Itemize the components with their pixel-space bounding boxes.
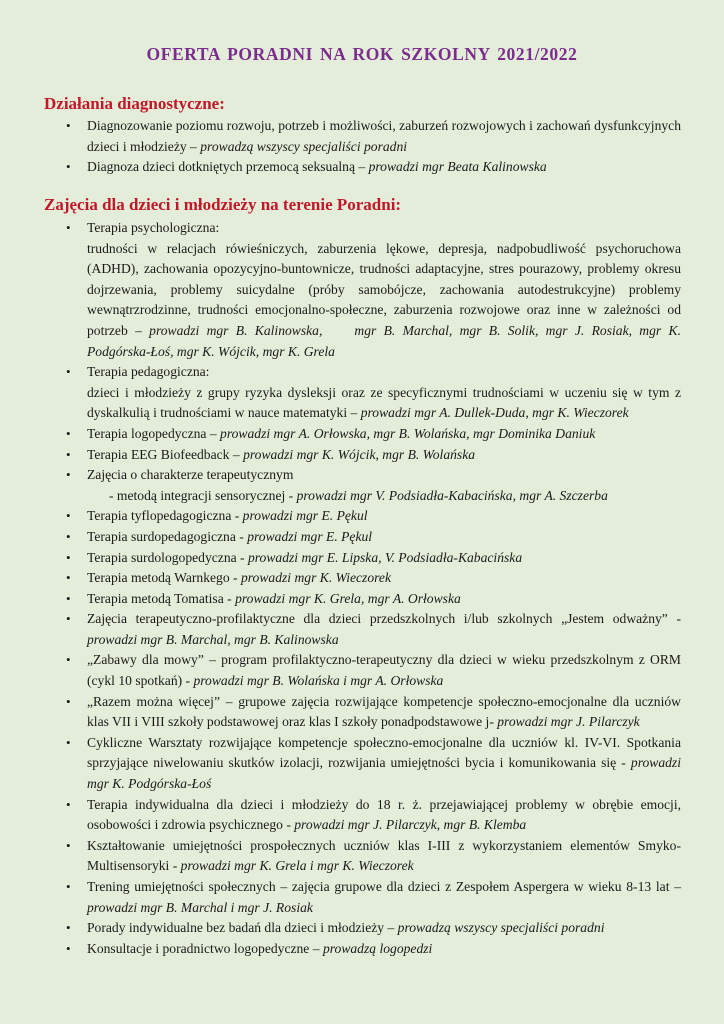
item-provider: - prowadzi mgr E. Pękul bbox=[235, 528, 373, 544]
list-item bbox=[66, 568, 681, 589]
item-text: Terapia metodą Warnkego bbox=[87, 570, 230, 586]
list-item bbox=[66, 157, 681, 178]
item-provider: - prowadzi mgr J. Pilarczyk, mgr B. Klemba bbox=[282, 817, 527, 833]
item-text: - metodą integracji sensorycznej bbox=[109, 487, 286, 503]
item-provider: prowadzi mgr K. Grela i mgr K. Wieczorek bbox=[180, 858, 414, 874]
item-label: • Terapia pedagogiczna: bbox=[87, 364, 210, 380]
item-provider: – prowadzi mgr A. Orłowska, mgr B. Wolańska, mgr Dominika Daniuk bbox=[206, 425, 596, 441]
item-provider: – prowadzą wszyscy specjaliści poradni bbox=[186, 138, 408, 154]
list-item bbox=[66, 506, 681, 527]
item-provider: prowadzi mgr B. Wolańska i mgr A. Orłowska bbox=[193, 673, 444, 689]
item-provider: - prowadzi mgr E. Lipska, V. Podsiadła-Kabacińska bbox=[236, 549, 523, 565]
list-item bbox=[66, 733, 681, 795]
list-item bbox=[66, 465, 681, 506]
list-item bbox=[66, 445, 681, 466]
list-item bbox=[66, 527, 681, 548]
item-text: Kształtowanie umiejętności prospołecznych uczniów klas I-III z wykorzystaniem elementów Smyko-Multisensoryki - bbox=[87, 837, 681, 874]
item-provider: prowadzi mgr K. Podgórska-Łoś bbox=[87, 755, 681, 792]
list-item bbox=[66, 362, 681, 424]
item-text: Zajęcia terapeutyczno-profilaktyczne dla dzieci przedszkolnych i/lub szkolnych „Jestem odważny” - bbox=[87, 611, 681, 627]
diagnostics-list bbox=[66, 116, 681, 178]
item-provider: - prowadzi mgr E. Pękul bbox=[231, 508, 368, 524]
list-item bbox=[66, 939, 681, 960]
item-provider: – prowadzi mgr A. Dullek-Duda, mgr K. Wieczorek bbox=[347, 405, 629, 421]
list-item bbox=[66, 548, 681, 569]
list-item bbox=[66, 692, 681, 733]
item-provider: – prowadzi mgr K. Wójcik, mgr B. Wolańska bbox=[229, 446, 476, 462]
item-label: • Terapia psychologiczna: bbox=[87, 220, 220, 235]
item-provider: – prowadzi mgr Beata Kalinowska bbox=[355, 159, 547, 175]
item-text: „Zabawy dla mowy” – program profilaktyczno-terapeutyczny dla dzieci w wieku przedszkolnym z ORM (cykl 10 spotkań) - bbox=[87, 652, 681, 689]
list-item bbox=[66, 609, 681, 650]
list-item bbox=[66, 650, 681, 691]
item-text: Terapia surdopedagogiczna bbox=[87, 528, 236, 544]
item-text: „Razem można więcej” – grupowe zajęcia rozwijające kompetencje społeczno-emocjonalne dla uczniów klas VII i VIII szkoły podstawowej oraz klas I szkoły ponadpodstawowe j- bbox=[87, 693, 681, 730]
item-text: Terapia metodą Tomatisa bbox=[87, 590, 224, 606]
item-text: Diagnoza dzieci dotkniętych przemocą seksualną bbox=[87, 159, 355, 175]
item-provider: - prowadzi mgr V. Podsiadła-Kabacińska, mgr A. Szczerba bbox=[285, 487, 608, 503]
item-provider: – prowadzą wszyscy specjaliści poradni bbox=[384, 920, 605, 936]
item-provider: - prowadzi mgr K. Wieczorek bbox=[229, 570, 391, 586]
list-item bbox=[66, 218, 681, 362]
list-item bbox=[66, 116, 681, 157]
list-item bbox=[66, 795, 681, 836]
list-item bbox=[66, 424, 681, 445]
item-provider-more: mgr B. Marchal, mgr B. Solik, mgr J. Rosiak, mgr K. Podgórska-Łoś, mgr K. Wójcik, mgr K. Grela bbox=[87, 322, 681, 359]
item-provider: – prowadzi mgr B. Marchal i mgr J. Rosiak bbox=[87, 879, 681, 915]
item-provider: – prowadzą logopedzi bbox=[309, 940, 433, 956]
section-heading-diagnostics: Działania diagnostyczne: bbox=[44, 94, 225, 113]
item-text: Trening umiejętności społecznych – zajęcia grupowe dla dzieci z Zespołem Aspergera w wieku 8-13 lat bbox=[87, 879, 670, 894]
item-text: Cykliczne Warsztaty rozwijające kompetencje społeczno-emocjonalne dla uczniów kl. IV-VI. Spotkania sprzyjające niwelowaniu skutków izolacji, rozwijania umiejętności bycia i komunikowania się - bbox=[87, 734, 681, 771]
item-text: Terapia surdologopedyczna bbox=[87, 549, 237, 565]
item-text: Terapia tyflopedagogiczna bbox=[87, 508, 232, 524]
item-label: • Zajęcia o charakterze terapeutycznym bbox=[87, 467, 294, 483]
item-text: trudności w relacjach rówieśniczych, zaburzenia lękowe, depresja, nadpobudliwość psychoruchowa (ADHD), zachowania opozycyjno-buntownicze, trudności adaptacyjne, stres pourazowy, problemy okresu dojrzewania, problemy suicydalne (próby samobójcze, zachowania autodestrukcyjne) problemy wewnątrzrodzinne, trudności emocjonalno-społeczne, zaburzenia rozwojowe oraz inne w zależności od potrzeb bbox=[87, 240, 681, 338]
item-provider: prowadzi mgr J. Pilarczyk bbox=[497, 714, 640, 730]
classes-list bbox=[66, 218, 681, 959]
item-text: Terapia EEG Biofeedback bbox=[87, 446, 230, 462]
page-title: OFERTA PORADNI NA ROK SZKOLNY 2021/2022 bbox=[146, 44, 578, 64]
list-item bbox=[66, 877, 681, 918]
item-text: Terapia indywidualna dla dzieci i młodzieży do 18 r. ż. przejawiającej problemy w obrębie emocji, osobowości i zdrowia psychicznego bbox=[87, 796, 681, 833]
list-item bbox=[66, 589, 681, 610]
item-provider: – prowadzi mgr B. Kalinowska, bbox=[127, 322, 323, 338]
item-provider: prowadzi mgr B. Marchal, mgr B. Kalinowska bbox=[87, 631, 339, 647]
list-item bbox=[66, 836, 681, 877]
item-text: dzieci i młodzieży z grupy ryzyka dysleksji oraz ze specyficznymi trudnościami w uczeniu się w tym z dyskalkulią i trudnościami w nauce matematyki bbox=[87, 384, 681, 421]
item-provider: - prowadzi mgr K. Grela, mgr A. Orłowska bbox=[223, 590, 461, 606]
item-text: Terapia logopedyczna bbox=[87, 425, 207, 441]
item-text: Porady indywidualne bez badań dla dzieci i młodzieży bbox=[87, 920, 385, 936]
item-text: Diagnozowanie poziomu rozwoju, potrzeb i możliwości, zaburzeń rozwojowych i zachowań dysfunkcyjnych dzieci i młodzieży bbox=[87, 118, 681, 154]
section-heading-classes: Zajęcia dla dzieci i młodzieży na terenie Poradni: bbox=[44, 195, 402, 214]
list-item bbox=[66, 918, 681, 939]
item-text: Konsultacje i poradnictwo logopedyczne bbox=[87, 940, 310, 956]
